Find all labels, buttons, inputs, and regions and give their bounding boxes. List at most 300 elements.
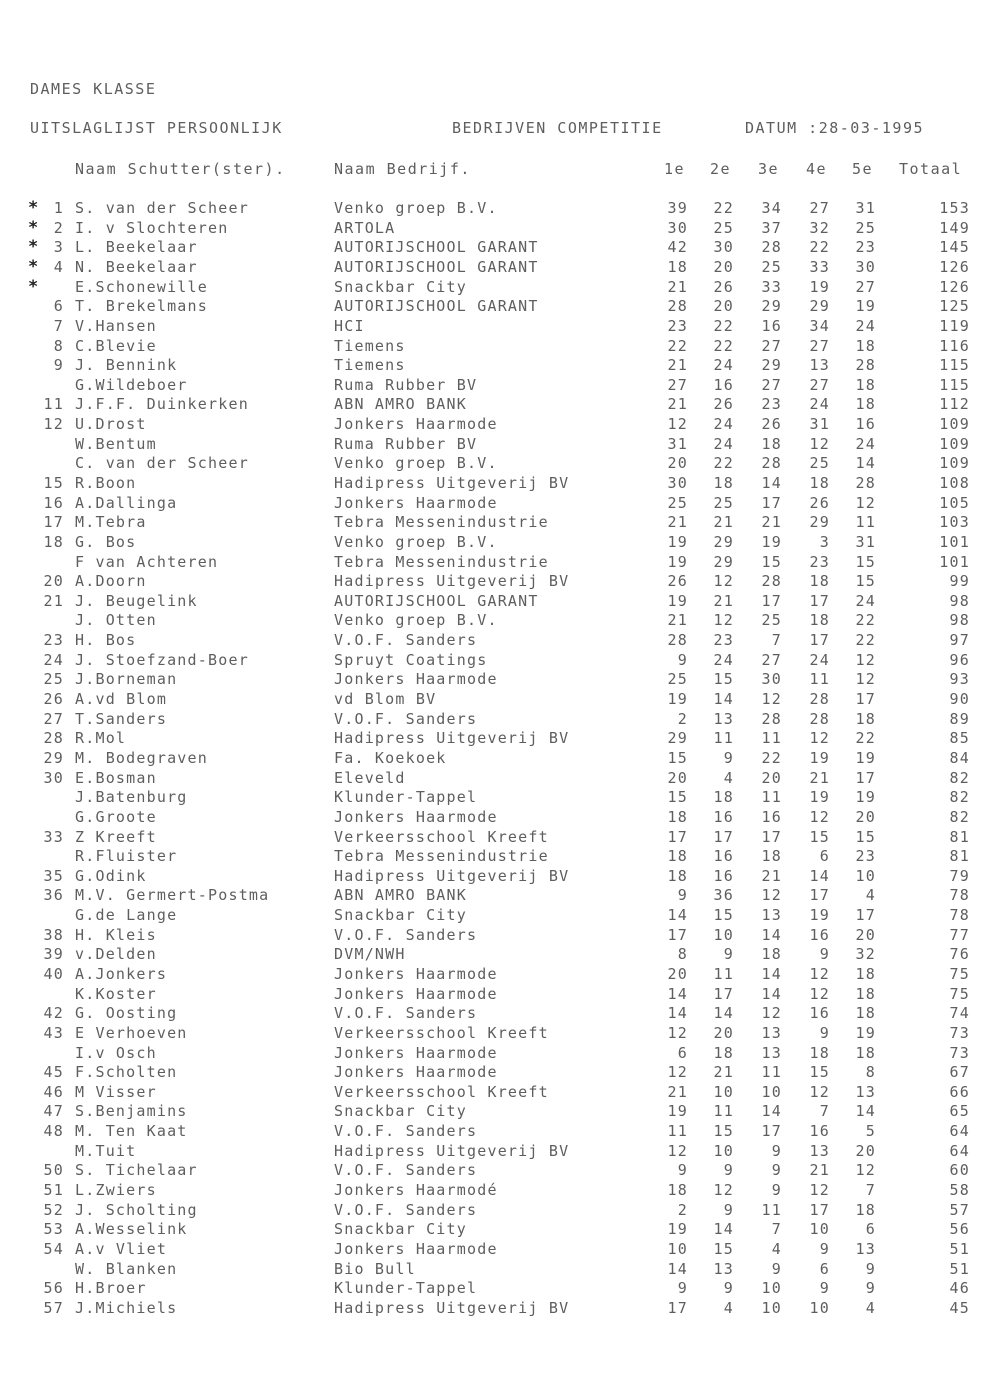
score-5e-cell: 24: [855, 316, 876, 335]
total-cell: 96: [949, 650, 970, 669]
company-name-cell: Venko groep B.V.: [334, 611, 498, 630]
score-3e-cell: 30: [761, 670, 782, 689]
score-3e-cell: 11: [761, 788, 782, 807]
score-2e-cell: 15: [713, 670, 734, 689]
score-1e-cell: 11: [667, 1122, 688, 1141]
score-5e-cell: 12: [855, 650, 876, 669]
company-name-cell: Hadipress Uitgeverij BV: [334, 729, 570, 748]
shooter-name-cell: J. Beugelink: [75, 591, 198, 610]
score-4e-cell: 27: [809, 336, 830, 355]
score-5e-cell: 28: [855, 474, 876, 492]
rank-cell: 1: [53, 199, 64, 217]
total-cell: 76: [949, 945, 970, 964]
score-5e-cell: 4: [865, 1298, 876, 1317]
table-row: [0, 670, 1000, 689]
rank-cell: 40: [43, 965, 64, 983]
table-row: [0, 1161, 1000, 1180]
score-5e-cell: 22: [855, 729, 876, 748]
score-4e-cell: 3: [819, 532, 830, 551]
score-5e-cell: 18: [855, 709, 876, 728]
score-3e-cell: 13: [761, 906, 782, 924]
table-row: [0, 278, 1000, 297]
score-1e-cell: 31: [667, 434, 688, 453]
shooter-name-cell: G.Wildeboer: [75, 375, 188, 394]
score-2e-cell: 12: [713, 611, 734, 630]
company-name-cell: Hadipress Uitgeverij BV: [334, 866, 570, 885]
shooter-name-cell: G.Groote: [75, 807, 157, 826]
score-3e-cell: 23: [761, 395, 782, 414]
score-3e-cell: 16: [761, 316, 782, 335]
score-2e-cell: 36: [713, 886, 734, 905]
rank-cell: 25: [43, 670, 64, 689]
shooter-name-cell: A.vd Blom: [75, 690, 168, 708]
score-5e-cell: 19: [855, 748, 876, 767]
score-2e-cell: 12: [713, 1181, 734, 1199]
table-row: [0, 1044, 1000, 1063]
table-row: [0, 1201, 1000, 1220]
score-5e-cell: 25: [855, 218, 876, 237]
score-5e-cell: 18: [855, 1200, 876, 1219]
table-row: [0, 1142, 1000, 1161]
score-2e-cell: 22: [713, 199, 734, 217]
score-3e-cell: 18: [761, 945, 782, 964]
score-5e-cell: 17: [855, 906, 876, 924]
score-4e-cell: 17: [809, 886, 830, 905]
shooter-name-cell: E Verhoeven: [75, 1023, 188, 1042]
table-row: [0, 592, 1000, 611]
table-row: [0, 376, 1000, 395]
company-name-cell: Verkeersschool Kreeft: [334, 1082, 549, 1101]
total-cell: 90: [949, 690, 970, 708]
company-name-cell: ABN AMRO BANK: [334, 395, 467, 414]
score-4e-cell: 12: [809, 1181, 830, 1199]
shooter-name-cell: J. Bennink: [75, 356, 178, 375]
score-5e-cell: 7: [865, 1181, 876, 1199]
score-3e-cell: 28: [761, 709, 782, 728]
score-2e-cell: 26: [713, 277, 734, 296]
company-name-cell: Jonkers Haarmode: [334, 984, 498, 1003]
company-name-cell: Jonkers Haarmode: [334, 1043, 498, 1062]
rank-cell: 16: [43, 493, 64, 512]
score-4e-cell: 18: [809, 611, 830, 630]
score-2e-cell: 23: [713, 631, 734, 650]
company-name-cell: AUTORIJSCHOOL GARANT: [334, 591, 539, 610]
company-name-cell: Tebra Messenindustrie: [334, 552, 549, 571]
score-4e-cell: 12: [809, 434, 830, 453]
rank-cell: 12: [43, 415, 64, 433]
total-cell: 109: [939, 454, 970, 473]
score-2e-cell: 15: [713, 906, 734, 924]
score-4e-cell: 6: [819, 1259, 830, 1278]
score-5e-cell: 17: [855, 768, 876, 787]
total-cell: 145: [939, 238, 970, 257]
score-2e-cell: 4: [723, 1298, 734, 1317]
score-5e-cell: 23: [855, 847, 876, 866]
company-name-cell: Jonkers Haarmode: [334, 965, 498, 983]
rank-cell: 18: [43, 532, 64, 551]
rank-cell: 38: [43, 925, 64, 944]
score-1e-cell: 29: [667, 729, 688, 748]
rank-cell: 6: [53, 297, 64, 316]
table-row: [0, 474, 1000, 493]
score-4e-cell: 17: [809, 1200, 830, 1219]
score-3e-cell: 9: [771, 1161, 782, 1180]
score-5e-cell: 15: [855, 827, 876, 846]
shooter-name-cell: H. Bos: [75, 631, 137, 650]
total-cell: 67: [949, 1063, 970, 1082]
score-1e-cell: 19: [667, 532, 688, 551]
total-cell: 126: [939, 257, 970, 276]
score-1e-cell: 15: [667, 748, 688, 767]
rank-cell: 2: [53, 218, 64, 237]
score-4e-cell: 18: [809, 1043, 830, 1062]
score-4e-cell: 21: [809, 1161, 830, 1180]
total-cell: 126: [939, 277, 970, 296]
company-name-cell: V.O.F. Sanders: [334, 709, 478, 728]
company-name-cell: AUTORIJSCHOOL GARANT: [334, 238, 539, 257]
rank-cell: 39: [43, 945, 64, 964]
score-5e-cell: 31: [855, 532, 876, 551]
total-cell: 66: [949, 1082, 970, 1101]
total-cell: 115: [939, 375, 970, 394]
table-row: [0, 1220, 1000, 1239]
table-row: [0, 1181, 1000, 1200]
score-2e-cell: 13: [713, 709, 734, 728]
score-3e-cell: 18: [761, 847, 782, 866]
score-5e-cell: 18: [855, 965, 876, 983]
score-3e-cell: 29: [761, 297, 782, 316]
score-1e-cell: 9: [677, 886, 688, 905]
score-1e-cell: 18: [667, 847, 688, 866]
score-4e-cell: 12: [809, 984, 830, 1003]
table-row: [0, 985, 1000, 1004]
score-1e-cell: 28: [667, 631, 688, 650]
company-name-cell: Tebra Messenindustrie: [334, 513, 549, 532]
company-name-cell: Hadipress Uitgeverij BV: [334, 474, 570, 492]
score-5e-cell: 12: [855, 493, 876, 512]
score-5e-cell: 18: [855, 336, 876, 355]
score-1e-cell: 20: [667, 768, 688, 787]
total-cell: 64: [949, 1122, 970, 1141]
score-4e-cell: 9: [819, 1279, 830, 1298]
company-name-cell: Jonkers Haarmode: [334, 1063, 498, 1082]
table-row: [0, 611, 1000, 630]
score-5e-cell: 12: [855, 1161, 876, 1180]
shooter-name-cell: R.Mol: [75, 729, 127, 748]
shooter-name-cell: v.Delden: [75, 945, 157, 964]
rank-cell: 4: [53, 257, 64, 276]
score-1e-cell: 30: [667, 474, 688, 492]
shooter-name-cell: M.V. Germert-Postma: [75, 886, 270, 905]
score-5e-cell: 30: [855, 257, 876, 276]
table-row: [0, 906, 1000, 925]
score-2e-cell: 21: [713, 1063, 734, 1082]
score-3e-cell: 10: [761, 1082, 782, 1101]
score-5e-cell: 14: [855, 454, 876, 473]
table-row: [0, 1004, 1000, 1023]
score-5e-cell: 20: [855, 1141, 876, 1160]
score-4e-cell: 12: [809, 807, 830, 826]
score-2e-cell: 9: [723, 1161, 734, 1180]
table-row: [0, 1240, 1000, 1259]
total-cell: 93: [949, 670, 970, 689]
score-3e-cell: 15: [761, 552, 782, 571]
score-3e-cell: 17: [761, 827, 782, 846]
score-5e-cell: 20: [855, 807, 876, 826]
score-3e-cell: 21: [761, 866, 782, 885]
shooter-name-cell: C.Blevie: [75, 336, 157, 355]
score-1e-cell: 21: [667, 1082, 688, 1101]
total-cell: 45: [949, 1298, 970, 1317]
score-4e-cell: 23: [809, 552, 830, 571]
rank-cell: 56: [43, 1279, 64, 1298]
score-1e-cell: 21: [667, 513, 688, 532]
table-row: [0, 769, 1000, 788]
total-cell: 73: [949, 1023, 970, 1042]
company-name-cell: HCI: [334, 316, 365, 335]
table-row: [0, 395, 1000, 414]
shooter-name-cell: F.Scholten: [75, 1063, 178, 1082]
score-2e-cell: 9: [723, 1200, 734, 1219]
score-1e-cell: 17: [667, 925, 688, 944]
rank-cell: 46: [43, 1082, 64, 1101]
shooter-name-cell: M Visser: [75, 1082, 157, 1101]
total-cell: 81: [949, 847, 970, 866]
table-row: [0, 572, 1000, 591]
score-2e-cell: 17: [713, 827, 734, 846]
column-header-2e: 2e: [710, 160, 732, 178]
rank-cell: 53: [43, 1220, 64, 1239]
company-name-cell: Klunder-Tappel: [334, 788, 478, 807]
shooter-name-cell: H. Kleis: [75, 925, 157, 944]
rank-cell: 20: [43, 572, 64, 591]
total-cell: 97: [949, 631, 970, 650]
rank-cell: 51: [43, 1181, 64, 1199]
shooter-name-cell: E.Bosman: [75, 768, 157, 787]
score-3e-cell: 14: [761, 1102, 782, 1121]
total-cell: 60: [949, 1161, 970, 1180]
score-4e-cell: 28: [809, 690, 830, 708]
score-2e-cell: 24: [713, 415, 734, 433]
total-cell: 73: [949, 1043, 970, 1062]
score-1e-cell: 21: [667, 395, 688, 414]
score-2e-cell: 10: [713, 1082, 734, 1101]
score-1e-cell: 9: [677, 1161, 688, 1180]
total-cell: 119: [939, 316, 970, 335]
score-5e-cell: 16: [855, 415, 876, 433]
score-1e-cell: 9: [677, 1279, 688, 1298]
shooter-name-cell: M.Tebra: [75, 513, 147, 532]
score-1e-cell: 14: [667, 1259, 688, 1278]
column-header-1e: 1e: [664, 160, 686, 178]
shooter-name-cell: G. Oosting: [75, 1004, 178, 1023]
table-row: [0, 454, 1000, 473]
score-5e-cell: 12: [855, 670, 876, 689]
total-cell: 75: [949, 965, 970, 983]
company-name-cell: DVM/NWH: [334, 945, 406, 964]
column-header-name: Naam Schutter(ster).: [75, 160, 286, 178]
score-1e-cell: 19: [667, 690, 688, 708]
score-4e-cell: 13: [809, 356, 830, 375]
score-2e-cell: 14: [713, 690, 734, 708]
score-3e-cell: 10: [761, 1298, 782, 1317]
score-5e-cell: 19: [855, 297, 876, 316]
score-5e-cell: 13: [855, 1239, 876, 1258]
company-name-cell: Venko groep B.V.: [334, 532, 498, 551]
shooter-name-cell: S. van der Scheer: [75, 199, 249, 217]
table-row: [0, 729, 1000, 748]
rank-cell: 9: [53, 356, 64, 375]
table-row: [0, 749, 1000, 768]
star-mark: *: [28, 256, 40, 277]
shooter-name-cell: J. Otten: [75, 611, 157, 630]
total-cell: 112: [939, 395, 970, 414]
rank-cell: 21: [43, 591, 64, 610]
score-3e-cell: 12: [761, 690, 782, 708]
score-3e-cell: 28: [761, 572, 782, 591]
score-3e-cell: 27: [761, 650, 782, 669]
total-cell: 98: [949, 591, 970, 610]
score-3e-cell: 26: [761, 415, 782, 433]
rank-cell: 7: [53, 316, 64, 335]
total-cell: 99: [949, 572, 970, 591]
score-3e-cell: 16: [761, 807, 782, 826]
total-cell: 58: [949, 1181, 970, 1199]
total-cell: 116: [939, 336, 970, 355]
shooter-name-cell: A.Doorn: [75, 572, 147, 591]
score-3e-cell: 28: [761, 238, 782, 257]
score-4e-cell: 6: [819, 847, 830, 866]
score-2e-cell: 12: [713, 572, 734, 591]
score-2e-cell: 16: [713, 807, 734, 826]
score-1e-cell: 42: [667, 238, 688, 257]
score-4e-cell: 15: [809, 827, 830, 846]
company-name-cell: Tebra Messenindustrie: [334, 847, 549, 866]
score-5e-cell: 6: [865, 1220, 876, 1239]
table-row: [0, 828, 1000, 847]
score-1e-cell: 18: [667, 1181, 688, 1199]
score-2e-cell: 11: [713, 729, 734, 748]
score-5e-cell: 10: [855, 866, 876, 885]
shooter-name-cell: R.Boon: [75, 474, 137, 492]
score-2e-cell: 18: [713, 788, 734, 807]
score-3e-cell: 20: [761, 768, 782, 787]
score-2e-cell: 10: [713, 925, 734, 944]
score-4e-cell: 19: [809, 277, 830, 296]
score-3e-cell: 12: [761, 886, 782, 905]
column-header-4e: 4e: [806, 160, 828, 178]
shooter-name-cell: Z Kreeft: [75, 827, 157, 846]
shooter-name-cell: T. Brekelmans: [75, 297, 208, 316]
rank-cell: 23: [43, 631, 64, 650]
score-2e-cell: 4: [723, 768, 734, 787]
score-1e-cell: 25: [667, 670, 688, 689]
score-1e-cell: 14: [667, 984, 688, 1003]
table-row: [0, 238, 1000, 257]
score-4e-cell: 7: [819, 1102, 830, 1121]
score-2e-cell: 24: [713, 434, 734, 453]
score-2e-cell: 15: [713, 1239, 734, 1258]
score-5e-cell: 9: [865, 1279, 876, 1298]
score-4e-cell: 25: [809, 454, 830, 473]
score-2e-cell: 25: [713, 218, 734, 237]
company-name-cell: ABN AMRO BANK: [334, 886, 467, 905]
score-4e-cell: 19: [809, 788, 830, 807]
score-2e-cell: 9: [723, 1279, 734, 1298]
score-4e-cell: 27: [809, 375, 830, 394]
company-name-cell: Klunder-Tappel: [334, 1279, 478, 1298]
table-row: [0, 631, 1000, 650]
company-name-cell: Tiemens: [334, 356, 406, 375]
score-1e-cell: 12: [667, 415, 688, 433]
shooter-name-cell: J. Stoefzand-Boer: [75, 650, 249, 669]
score-3e-cell: 33: [761, 277, 782, 296]
total-cell: 64: [949, 1141, 970, 1160]
company-name-cell: Spruyt Coatings: [334, 650, 488, 669]
star-mark: *: [28, 198, 40, 218]
score-4e-cell: 26: [809, 493, 830, 512]
total-cell: 109: [939, 415, 970, 433]
shooter-name-cell: A.v Vliet: [75, 1239, 168, 1258]
score-4e-cell: 12: [809, 729, 830, 748]
score-3e-cell: 10: [761, 1279, 782, 1298]
score-4e-cell: 33: [809, 257, 830, 276]
company-name-cell: AUTORIJSCHOOL GARANT: [334, 297, 539, 316]
score-4e-cell: 9: [819, 945, 830, 964]
competition-title: BEDRIJVEN COMPETITIE: [452, 119, 663, 137]
rank-cell: 8: [53, 336, 64, 355]
company-name-cell: Tiemens: [334, 336, 406, 355]
company-name-cell: vd Blom BV: [334, 690, 437, 708]
date-label: DATUM :28-03-1995: [745, 119, 925, 137]
score-3e-cell: 22: [761, 748, 782, 767]
score-3e-cell: 4: [771, 1239, 782, 1258]
score-1e-cell: 19: [667, 591, 688, 610]
score-1e-cell: 22: [667, 336, 688, 355]
company-name-cell: Venko groep B.V.: [334, 454, 498, 473]
rank-cell: 26: [43, 690, 64, 708]
total-cell: 77: [949, 925, 970, 944]
score-3e-cell: 12: [761, 1004, 782, 1023]
score-3e-cell: 21: [761, 513, 782, 532]
shooter-name-cell: U.Drost: [75, 415, 147, 433]
score-1e-cell: 12: [667, 1063, 688, 1082]
company-name-cell: Jonkers Haarmode: [334, 670, 498, 689]
table-row: [0, 1102, 1000, 1121]
table-row: [0, 297, 1000, 316]
score-4e-cell: 18: [809, 572, 830, 591]
score-1e-cell: 25: [667, 493, 688, 512]
score-5e-cell: 24: [855, 434, 876, 453]
shooter-name-cell: V.Hansen: [75, 316, 157, 335]
score-1e-cell: 2: [677, 709, 688, 728]
score-5e-cell: 4: [865, 886, 876, 905]
table-row: [0, 945, 1000, 964]
score-4e-cell: 16: [809, 1004, 830, 1023]
score-2e-cell: 11: [713, 965, 734, 983]
table-row: [0, 317, 1000, 336]
score-4e-cell: 13: [809, 1141, 830, 1160]
total-cell: 51: [949, 1259, 970, 1278]
score-1e-cell: 19: [667, 1220, 688, 1239]
total-cell: 89: [949, 709, 970, 728]
shooter-name-cell: J. Scholting: [75, 1200, 198, 1219]
shooter-name-cell: G.Odink: [75, 866, 147, 885]
score-3e-cell: 7: [771, 1220, 782, 1239]
score-3e-cell: 9: [771, 1259, 782, 1278]
total-cell: 98: [949, 611, 970, 630]
company-name-cell: Fa. Koekoek: [334, 748, 447, 767]
